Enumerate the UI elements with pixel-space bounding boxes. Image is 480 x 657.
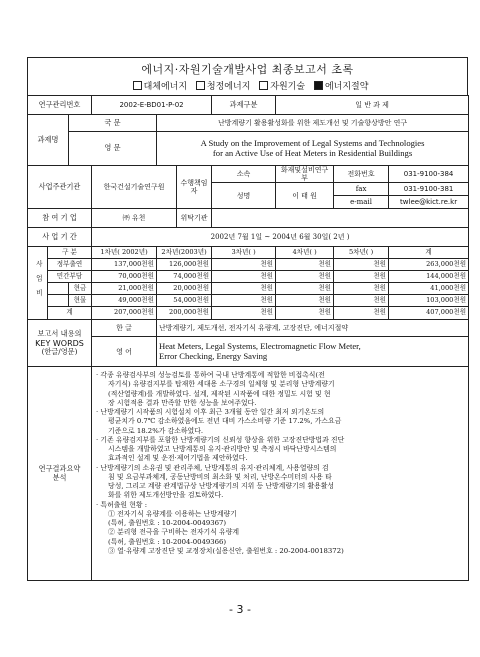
affiliation-label: 소속 [212, 166, 276, 183]
budget-cell: 천원 [276, 283, 334, 295]
summary-line: 장 시험적용 결과 만족할 만한 성능을 보여주었다. [108, 398, 257, 407]
keywords-kor-value: 난방계량기, 제도개선, 전자기식 유량계, 고장진단, 에너지절약 [157, 320, 469, 337]
org-label: 사업주관기관 [28, 166, 92, 209]
checkbox-energy-saving[interactable] [314, 81, 323, 90]
budget-header-year4: 4차년( ) [276, 247, 334, 259]
category-label-energy-saving: 에너지절약 [324, 82, 369, 92]
summary-line: · 난방계량기 시작품의 시험설치 이후 최근 3개월 동안 일간 최저 외기온도의 [96, 408, 325, 417]
category-label-alt-energy: 대체에너지 [143, 82, 188, 92]
fax-value: 031-9100-381 [389, 183, 469, 196]
fax-label: fax [334, 183, 389, 196]
budget-cell: 천원 [276, 307, 334, 320]
budget-row-label: 현물 [69, 295, 92, 307]
org-name: 한국건설기술연구원 [92, 166, 177, 209]
budget-cell: 21,000천원 [92, 283, 157, 295]
summary-line: · 기존 유량검지부를 포함한 난방계량기의 신뢰성 향상을 위한 고장진단방법과 진단 [96, 435, 345, 444]
budget-header-total: 계 [389, 247, 469, 259]
report-title: 에너지·자원기술개발사업 최종보고서 초록 [141, 63, 354, 76]
budget-cell: 천원 [276, 295, 334, 307]
phone-value: 031-9100-384 [389, 166, 469, 183]
budget-header-year2: 2차년(2003년) [157, 247, 212, 259]
patent-title: · 특허출원 현황 : [96, 500, 148, 509]
budget-cell: 천원 [276, 271, 334, 283]
budget-cell: 천원 [212, 271, 276, 283]
category-checkboxes [28, 79, 467, 92]
budget-cell: 49,000천원 [92, 295, 157, 307]
period-label: 사 업 기 간 [28, 228, 92, 247]
budget-cell: 103,000천원 [389, 295, 469, 307]
summary-line: (적산열량계)를 개발하였다. 설계, 제작된 시작품에 대한 정밀도 시험 및 현 [108, 389, 331, 398]
summary-line: 시스템을 개발하였고 난방계통의 유지·관리방안 및 측정시 바닥난방시스템의 [108, 445, 337, 454]
project-title-label: 과제명 [28, 115, 69, 166]
checkbox-resource-tech[interactable] [259, 81, 268, 90]
budget-cell: 천원 [212, 307, 276, 320]
page-number: - 3 - [229, 603, 251, 616]
patent-item: ② 분리형 전극을 구비하는 전자기식 유량계 [108, 528, 240, 537]
project-title-kor: 난방계량기 활용활성화를 위한 제도개선 및 기술향상방안 연구 [157, 115, 469, 132]
budget-cell: 천원 [276, 259, 334, 271]
budget-header-year5: 5차년( ) [334, 247, 389, 259]
project-type-label: 과제구분 [212, 96, 276, 115]
participant-name: ㈜ 유천 [92, 209, 177, 228]
patent-item: ① 전자기식 유량계를 이용하는 난방계량기 [108, 509, 237, 518]
category-label-clean-energy: 청정에너지 [206, 82, 251, 92]
manager-label: 수행책임자 [177, 166, 212, 209]
budget-row-label: 민간부담 [48, 271, 92, 283]
budget-cell: 천원 [212, 283, 276, 295]
summary-line: 침 및 요금부과체계, 공동난방비의 최소화 및 처리, 난방온수미터의 사용 타 [108, 472, 332, 481]
budget-subgroup-blank [48, 283, 69, 295]
project-title-eng-label: 영 문 [69, 132, 157, 166]
budget-cell: 20,000천원 [157, 283, 212, 295]
phone-label: 전화번호 [334, 166, 389, 183]
participant-label: 참 여 기 업 [28, 209, 92, 228]
keywords-eng-label: 영 어 [92, 337, 157, 367]
patent-item: (특허, 출원번호 : 10-2004-0049366) [108, 537, 227, 546]
project-title-eng [157, 132, 469, 166]
consign-value [212, 209, 469, 228]
budget-side-label: 사업비 [28, 247, 48, 320]
checkbox-clean-energy[interactable] [196, 81, 205, 90]
budget-cell: 41,000천원 [389, 283, 469, 295]
budget-cell: 천원 [212, 259, 276, 271]
budget-subgroup-blank [48, 295, 69, 307]
budget-cell: 천원 [334, 283, 389, 295]
keywords-eng-line2: Error Checking, Energy Saving [159, 350, 268, 361]
email-label: e-mail [334, 196, 389, 209]
category-label-resource-tech: 자원기술 [270, 82, 306, 92]
budget-cell: 천원 [212, 295, 276, 307]
keywords-label-line1: 보고서 내용의 [37, 329, 82, 339]
patent-item: ③ 열·유량계 고장진단 및 교정장치(실용신안, 출원번호 : 20-2004-0018372) [108, 546, 344, 555]
checkbox-alt-energy[interactable] [133, 81, 142, 90]
budget-header-label: 구 분 [48, 247, 92, 259]
affiliation-value: 화재및설비연구부 [276, 166, 334, 183]
budget-cell: 천원 [334, 295, 389, 307]
summary-label-line2: 분석 [52, 472, 67, 482]
budget-cell: 126,000천원 [157, 259, 212, 271]
budget-header-year3: 3차년( ) [212, 247, 276, 259]
project-id-value: 2002-E-BD01-P-02 [92, 96, 212, 115]
summary-label-line1: 연구결과요약 [38, 464, 81, 474]
budget-cell: 천원 [334, 259, 389, 271]
email-value[interactable]: twlee@kict.re.kr [389, 196, 469, 209]
summary-line: 화를 위한 제도개선방안을 검토하였다. [108, 491, 224, 500]
summary-line: 효과적인 설계 및 운전·제어기법을 제안하였다. [108, 454, 248, 463]
period-value: 2002년 7월 1일 ~ 2004년 6월 30일( 2년 ) [92, 228, 469, 247]
budget-cell: 천원 [334, 271, 389, 283]
manager-name-value: 이 태 원 [276, 183, 334, 209]
project-title-eng-line2: for an Active Use of Heat Meters in Residential Buildings [212, 147, 413, 158]
summary-line: 당성, 그리고 계량 관계법규상 난방계량기의 지위 등 난방계량기의 활용활성 [108, 482, 335, 491]
budget-cell: 137,000천원 [92, 259, 157, 271]
budget-row-label: 현금 [69, 283, 92, 295]
budget-cell: 207,000천원 [92, 307, 157, 320]
summary-line: 평균치가 0.7℃ 감소하였음에도 전년 대비 가스소비량 기준 17.2%, 가스요금 [108, 417, 342, 426]
budget-cell: 54,000천원 [157, 295, 212, 307]
budget-cell: 144,000천원 [389, 271, 469, 283]
budget-header-year1: 1차년( 2002년) [92, 247, 157, 259]
summary-line: 자기식) 유량검지부를 탑재한 세대용 소구경의 일체형 및 분리형 난방계량기 [108, 380, 335, 389]
manager-name-label: 성명 [212, 183, 276, 209]
keywords-label [28, 320, 92, 367]
summary-content [92, 367, 469, 581]
project-type-value: 일 반 과 제 [276, 96, 469, 115]
budget-cell: 200,000천원 [157, 307, 212, 320]
budget-cell: 407,000천원 [389, 307, 469, 320]
patent-item: (특허, 출원번호 : 10-2004-0049367) [108, 519, 227, 528]
keywords-label-line2: KEY WORDS [35, 338, 84, 348]
budget-row-label: 계 [48, 307, 92, 320]
summary-line: · 난방계량기의 소유권 및 관리주체, 난방계통의 유지·관리체계, 사용열량의 검 [96, 463, 329, 472]
project-title-eng-line1: A Study on the Improvement of Legal Systems and Technologies [200, 137, 425, 148]
project-title-kor-label: 국 문 [69, 115, 157, 132]
budget-cell: 천원 [334, 307, 389, 320]
budget-cell: 70,000천원 [92, 271, 157, 283]
budget-row-label: 정부출연 [48, 259, 92, 271]
summary-line: 기준으로 18.2%가 감소하였다. [108, 426, 204, 435]
summary-label [28, 367, 92, 581]
consign-label: 위탁기관 [177, 209, 212, 228]
budget-cell: 74,000천원 [157, 271, 212, 283]
summary-line: · 각종 유량검사부의 성능검토를 통하여 국내 난방계통에 적합한 비접촉식(전 [96, 371, 325, 380]
keywords-label-line3: (한글/영문) [41, 346, 78, 356]
keywords-kor-label: 한 글 [92, 320, 157, 337]
project-id-label: 연구관리번호 [28, 96, 92, 115]
keywords-eng-value [157, 337, 469, 367]
budget-cell: 263,000천원 [389, 259, 469, 271]
keywords-eng-line1: Heat Meters, Legal Systems, Electromagnetic Flow Meter, [159, 340, 361, 351]
report-title-box [27, 57, 468, 95]
report-table [27, 95, 469, 581]
